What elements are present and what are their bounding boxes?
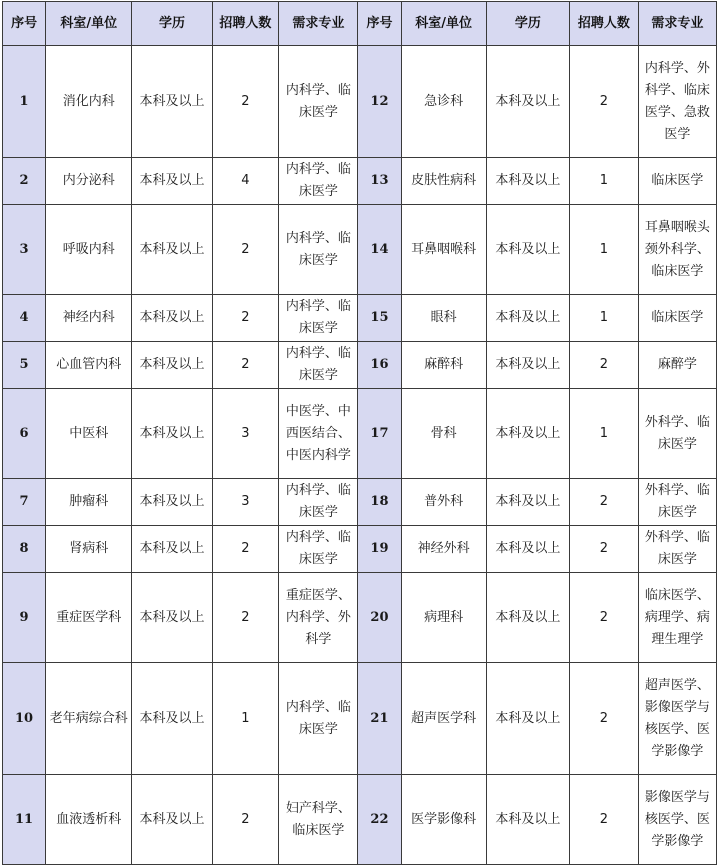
seq-cell: 5 [3,342,46,389]
seq-cell: 17 [358,389,401,479]
dept-cell: 神经内科 [46,295,132,342]
major-cell: 外科学、临床医学 [638,526,716,573]
header-major: 需求专业 [638,2,716,46]
major-cell: 麻醉学 [638,342,716,389]
seq-cell: 3 [3,205,46,295]
dept-cell: 重症医学科 [46,573,132,663]
edu-cell: 本科及以上 [132,389,212,479]
count-cell: 3 [212,479,279,526]
major-cell: 影像医学与核医学、医学影像学 [638,775,716,865]
dept-cell: 病理科 [401,573,486,663]
seq-cell: 8 [3,526,46,573]
count-cell: 2 [570,663,639,775]
header-edu: 学历 [132,2,212,46]
seq-cell: 21 [358,663,401,775]
dept-cell: 急诊科 [401,46,486,158]
table-row [3,775,717,865]
recruitment-table [2,1,717,865]
dept-cell: 肿瘤科 [46,479,132,526]
table-row [3,46,717,158]
seq-cell: 20 [358,573,401,663]
seq-cell: 10 [3,663,46,775]
dept-cell: 皮肤性病科 [401,158,486,205]
major-cell: 重症医学、内科学、外科学 [279,573,358,663]
table-row [3,158,717,205]
major-cell: 内科学、临床医学 [279,342,358,389]
dept-cell: 消化内科 [46,46,132,158]
edu-cell: 本科及以上 [132,342,212,389]
dept-cell: 耳鼻咽喉科 [401,205,486,295]
count-cell: 2 [212,526,279,573]
dept-cell: 骨科 [401,389,486,479]
seq-cell: 19 [358,526,401,573]
count-cell: 2 [212,295,279,342]
edu-cell: 本科及以上 [486,775,569,865]
count-cell: 1 [570,295,639,342]
count-cell: 1 [570,389,639,479]
dept-cell: 肾病科 [46,526,132,573]
count-cell: 2 [212,205,279,295]
major-cell: 临床医学、病理学、病理生理学 [638,573,716,663]
major-cell: 内科学、临床医学 [279,205,358,295]
edu-cell: 本科及以上 [132,775,212,865]
table-row [3,526,717,573]
edu-cell: 本科及以上 [132,46,212,158]
count-cell: 4 [212,158,279,205]
edu-cell: 本科及以上 [132,573,212,663]
edu-cell: 本科及以上 [486,526,569,573]
major-cell: 内科学、外科学、临床医学、急救医学 [638,46,716,158]
dept-cell: 中医科 [46,389,132,479]
dept-cell: 超声医学科 [401,663,486,775]
count-cell: 1 [570,158,639,205]
dept-cell: 心血管内科 [46,342,132,389]
count-cell: 2 [212,342,279,389]
table-row [3,663,717,775]
seq-cell: 9 [3,573,46,663]
count-cell: 2 [570,573,639,663]
major-cell: 耳鼻咽喉头颈外科学、临床医学 [638,205,716,295]
dept-cell: 呼吸内科 [46,205,132,295]
major-cell: 内科学、临床医学 [279,526,358,573]
seq-cell: 15 [358,295,401,342]
seq-cell: 11 [3,775,46,865]
major-cell: 妇产科学、临床医学 [279,775,358,865]
seq-cell: 13 [358,158,401,205]
seq-cell: 12 [358,46,401,158]
seq-cell: 4 [3,295,46,342]
seq-cell: 2 [3,158,46,205]
edu-cell: 本科及以上 [486,479,569,526]
dept-cell: 医学影像科 [401,775,486,865]
header-count: 招聘人数 [570,2,639,46]
major-cell: 外科学、临床医学 [638,479,716,526]
major-cell: 临床医学 [638,295,716,342]
count-cell: 2 [212,775,279,865]
seq-cell: 14 [358,205,401,295]
major-cell: 超声医学、影像医学与核医学、医学影像学 [638,663,716,775]
dept-cell: 内分泌科 [46,158,132,205]
major-cell: 内科学、临床医学 [279,295,358,342]
dept-cell: 麻醉科 [401,342,486,389]
major-cell: 内科学、临床医学 [279,663,358,775]
count-cell: 2 [212,46,279,158]
dept-cell: 普外科 [401,479,486,526]
edu-cell: 本科及以上 [486,158,569,205]
dept-cell: 老年病综合科 [46,663,132,775]
edu-cell: 本科及以上 [486,46,569,158]
edu-cell: 本科及以上 [132,295,212,342]
header-dept: 科室/单位 [401,2,486,46]
count-cell: 1 [570,205,639,295]
seq-cell: 1 [3,46,46,158]
major-cell: 临床医学 [638,158,716,205]
count-cell: 2 [570,46,639,158]
edu-cell: 本科及以上 [132,526,212,573]
count-cell: 2 [212,573,279,663]
edu-cell: 本科及以上 [132,479,212,526]
count-cell: 2 [570,342,639,389]
dept-cell: 眼科 [401,295,486,342]
count-cell: 1 [212,663,279,775]
header-major: 需求专业 [279,2,358,46]
table-row [3,342,717,389]
major-cell: 外科学、临床医学 [638,389,716,479]
header-count: 招聘人数 [212,2,279,46]
dept-cell: 神经外科 [401,526,486,573]
edu-cell: 本科及以上 [132,663,212,775]
count-cell: 2 [570,479,639,526]
major-cell: 内科学、临床医学 [279,479,358,526]
edu-cell: 本科及以上 [486,389,569,479]
seq-cell: 7 [3,479,46,526]
count-cell: 2 [570,526,639,573]
header-seq: 序号 [3,2,46,46]
header-dept: 科室/单位 [46,2,132,46]
seq-cell: 6 [3,389,46,479]
major-cell: 中医学、中西医结合、中医内科学 [279,389,358,479]
table-row [3,389,717,479]
header-edu: 学历 [486,2,569,46]
edu-cell: 本科及以上 [486,663,569,775]
edu-cell: 本科及以上 [132,205,212,295]
seq-cell: 22 [358,775,401,865]
table-row [3,205,717,295]
count-cell: 2 [570,775,639,865]
major-cell: 内科学、临床医学 [279,46,358,158]
table-row [3,573,717,663]
seq-cell: 16 [358,342,401,389]
major-cell: 内科学、临床医学 [279,158,358,205]
edu-cell: 本科及以上 [486,342,569,389]
table-row [3,295,717,342]
seq-cell: 18 [358,479,401,526]
edu-cell: 本科及以上 [486,205,569,295]
table-row [3,479,717,526]
edu-cell: 本科及以上 [486,573,569,663]
header-seq: 序号 [358,2,401,46]
edu-cell: 本科及以上 [486,295,569,342]
edu-cell: 本科及以上 [132,158,212,205]
dept-cell: 血液透析科 [46,775,132,865]
header-row [3,2,717,46]
count-cell: 3 [212,389,279,479]
